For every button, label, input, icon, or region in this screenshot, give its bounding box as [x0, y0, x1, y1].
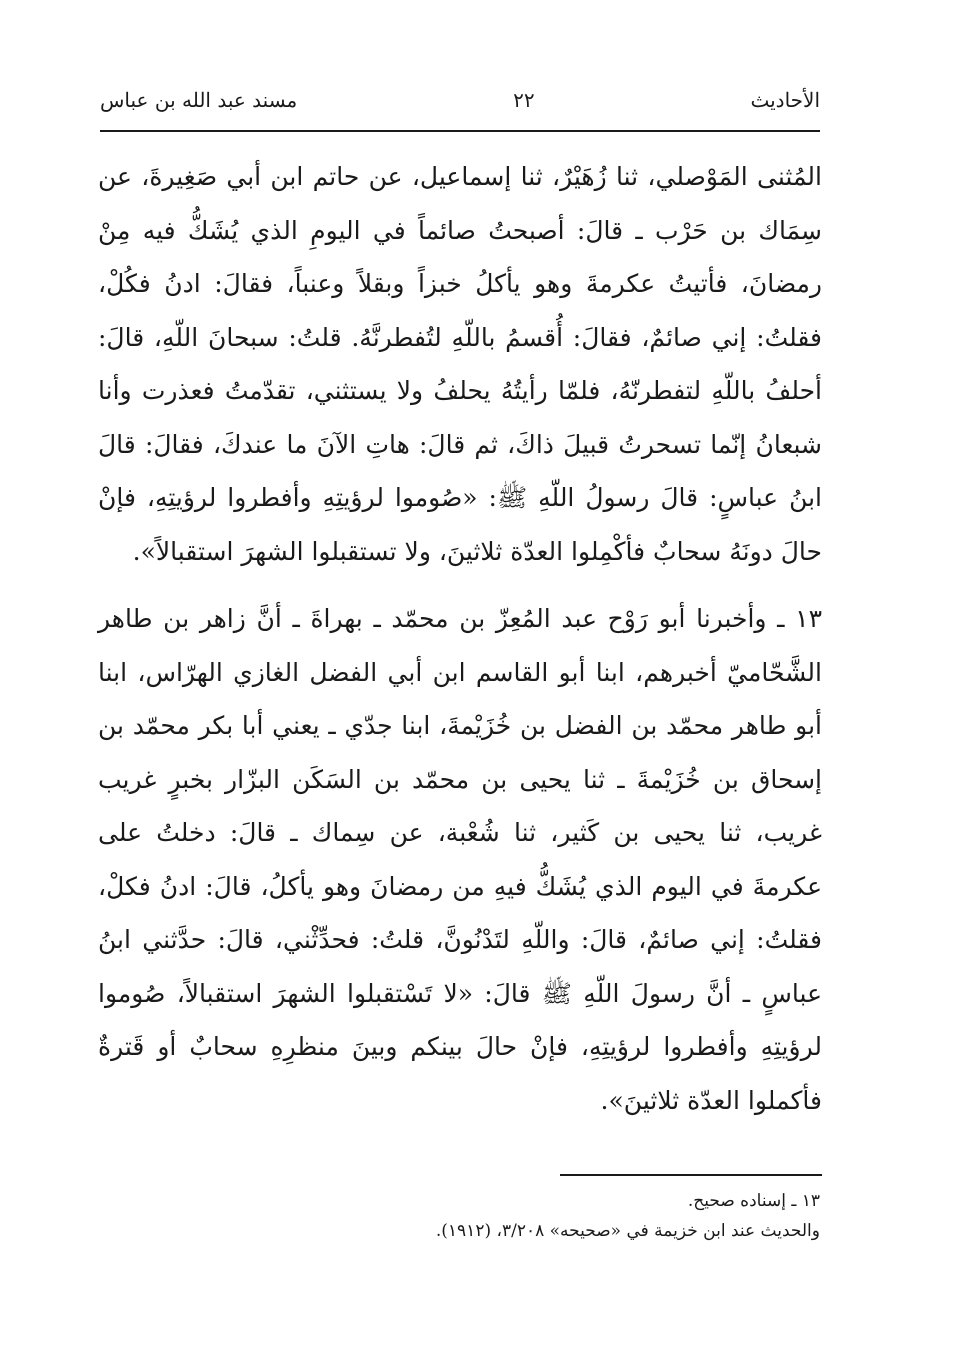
page-number: ٢٢	[513, 88, 535, 112]
paragraph-continuation: المُثنى المَوْصلي، ثنا زُهَيْرٌ، ثنا إسماعيل، عن حاتم ابن أبي صَغِيرةَ، عن سِمَاك بن حَرْب ـ قالَ: أصبحتُ صائماً في اليومِ الذي يُشَكُّ فيه مِنْ رمضانَ، فأتيتُ عكرمةَ وهو يأكلُ خبزاً وبقلاً وعنباً، فقالَ: ادنُ فكُلْ، فقلتُ: إني صائمٌ، فقالَ: أُقسمُ باللّهِ لتُفطرنَّهُ. قلتُ: سبحانَ اللّهِ، قالَ: أحلفُ باللّهِ لتفطرنّهُ، فلمّا رأيتُهُ يحلفُ ولا يستثني، تقدّمتُ فعذرت وأنا شبعانُ إنّما تسحرتُ قبيلَ ذاكَ، ثم قالَ: هاتِ الآنَ ما عندكَ، فقالَ: قالَ ابنُ عباسٍ: قالَ رسولُ اللّهِ ﷺ: «صُوموا لرؤيتِهِ وأفطروا لرؤيتِهِ، فإنْ حالَ دونَهُ سحابٌ فأكْمِلوا العدّة ثلاثينَ، ولا تستقبلوا الشهرَ استقبالاً».	[98, 162, 822, 566]
footnotes	[98, 1186, 820, 1246]
running-header	[100, 88, 820, 112]
footnote-line: ١٣ ـ إسناده صحيح.	[687, 1191, 820, 1211]
header-section-title: الأحاديث	[750, 88, 820, 112]
footnote-line: والحديث عند ابن خزيمة في «صحيحه» ٣/٢٠٨، (١٩١٢).	[435, 1221, 820, 1241]
paragraph-hadith-13: ١٣ ـ وأخبرنا أبو رَوْح عبد المُعِزّ بن محمّد ـ بهراةَ ـ أنَّ زاهر بن طاهر الشَّحّاميّ أخبرهم، ابنا أبو القاسم ابن أبي الفضل الغازي الهرّاس، ابنا أبو طاهر محمّد بن الفضل بن خُزَيْمةَ، ابنا جدّي ـ يعني أبا بكر محمّد بن إسحاق بن خُزَيْمةَ ـ ثنا يحيى بن محمّد بن السَكَن البزّار بخبرٍ غريب غريب، ثنا يحيى بن كَثير، ثنا شُعْبة، عن سِماك ـ قالَ: دخلتُ على عكرمةَ في اليوم الذي يُشَكُّ فيهِ من رمضانَ وهو يأكلُ، قالَ: ادنُ فكلْ، فقلتُ: إني صائمٌ، قالَ: واللّهِ لتَدْنُونَّ، قلتُ: فحدِّثْني، قالَ: حدَّثني ابنُ عباسٍ ـ أنَّ رسولَ اللّهِ ﷺ قالَ: «لا تَسْتقبلوا الشهرَ استقبالاً، صُوموا لرؤيتِهِ وأفطروا لرؤيتِهِ، فإنْ حالَ بينكم وبينَ منظرِهِ سحابٌ أو قَترةٌ فأكملوا العدّة ثلاثينَ».	[98, 604, 822, 1115]
header-book-title: مسند عبد الله بن عباس	[100, 88, 298, 112]
header-rule	[100, 130, 820, 132]
main-text	[98, 150, 822, 1127]
footnote-rule	[560, 1174, 822, 1176]
